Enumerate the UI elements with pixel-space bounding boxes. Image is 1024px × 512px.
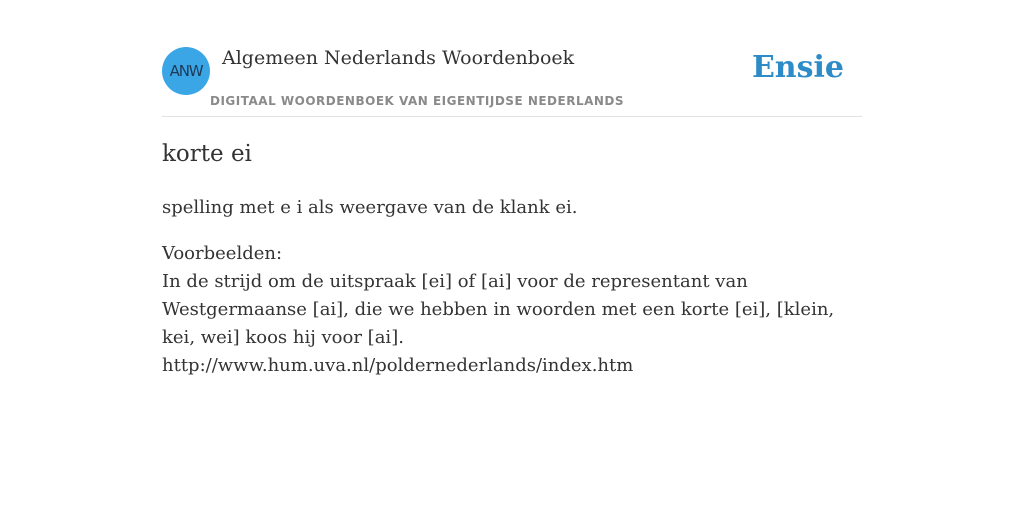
examples-label: Voorbeelden: [162,243,283,264]
example-text: In de strijd om de uitspraak [ei] of [ai] voor de representant van Westgermaanse [ai], die we hebben in woorden met een korte [ei], [klein, kei, wei] koos hij voor [ai]. [162,271,835,348]
entry-definition: spelling met e i als weergave van de klank ei. [162,197,578,218]
entry-headword: korte ei [162,141,252,167]
entry-examples [162,240,862,380]
site-subtitle: DIGITAAL WOORDENBOEK VAN EIGENTIJDSE NEDERLANDS [210,94,625,108]
logo-text: ANW [169,62,203,80]
site-header [162,42,862,117]
site-title[interactable]: Algemeen Nederlands Woordenboek [222,47,575,69]
entry-content [162,138,862,380]
example-source-url: http://www.hum.uva.nl/poldernederlands/index.htm [162,355,634,376]
ensie-brand-link[interactable]: Ensie [751,50,844,85]
anw-logo[interactable] [162,47,210,95]
